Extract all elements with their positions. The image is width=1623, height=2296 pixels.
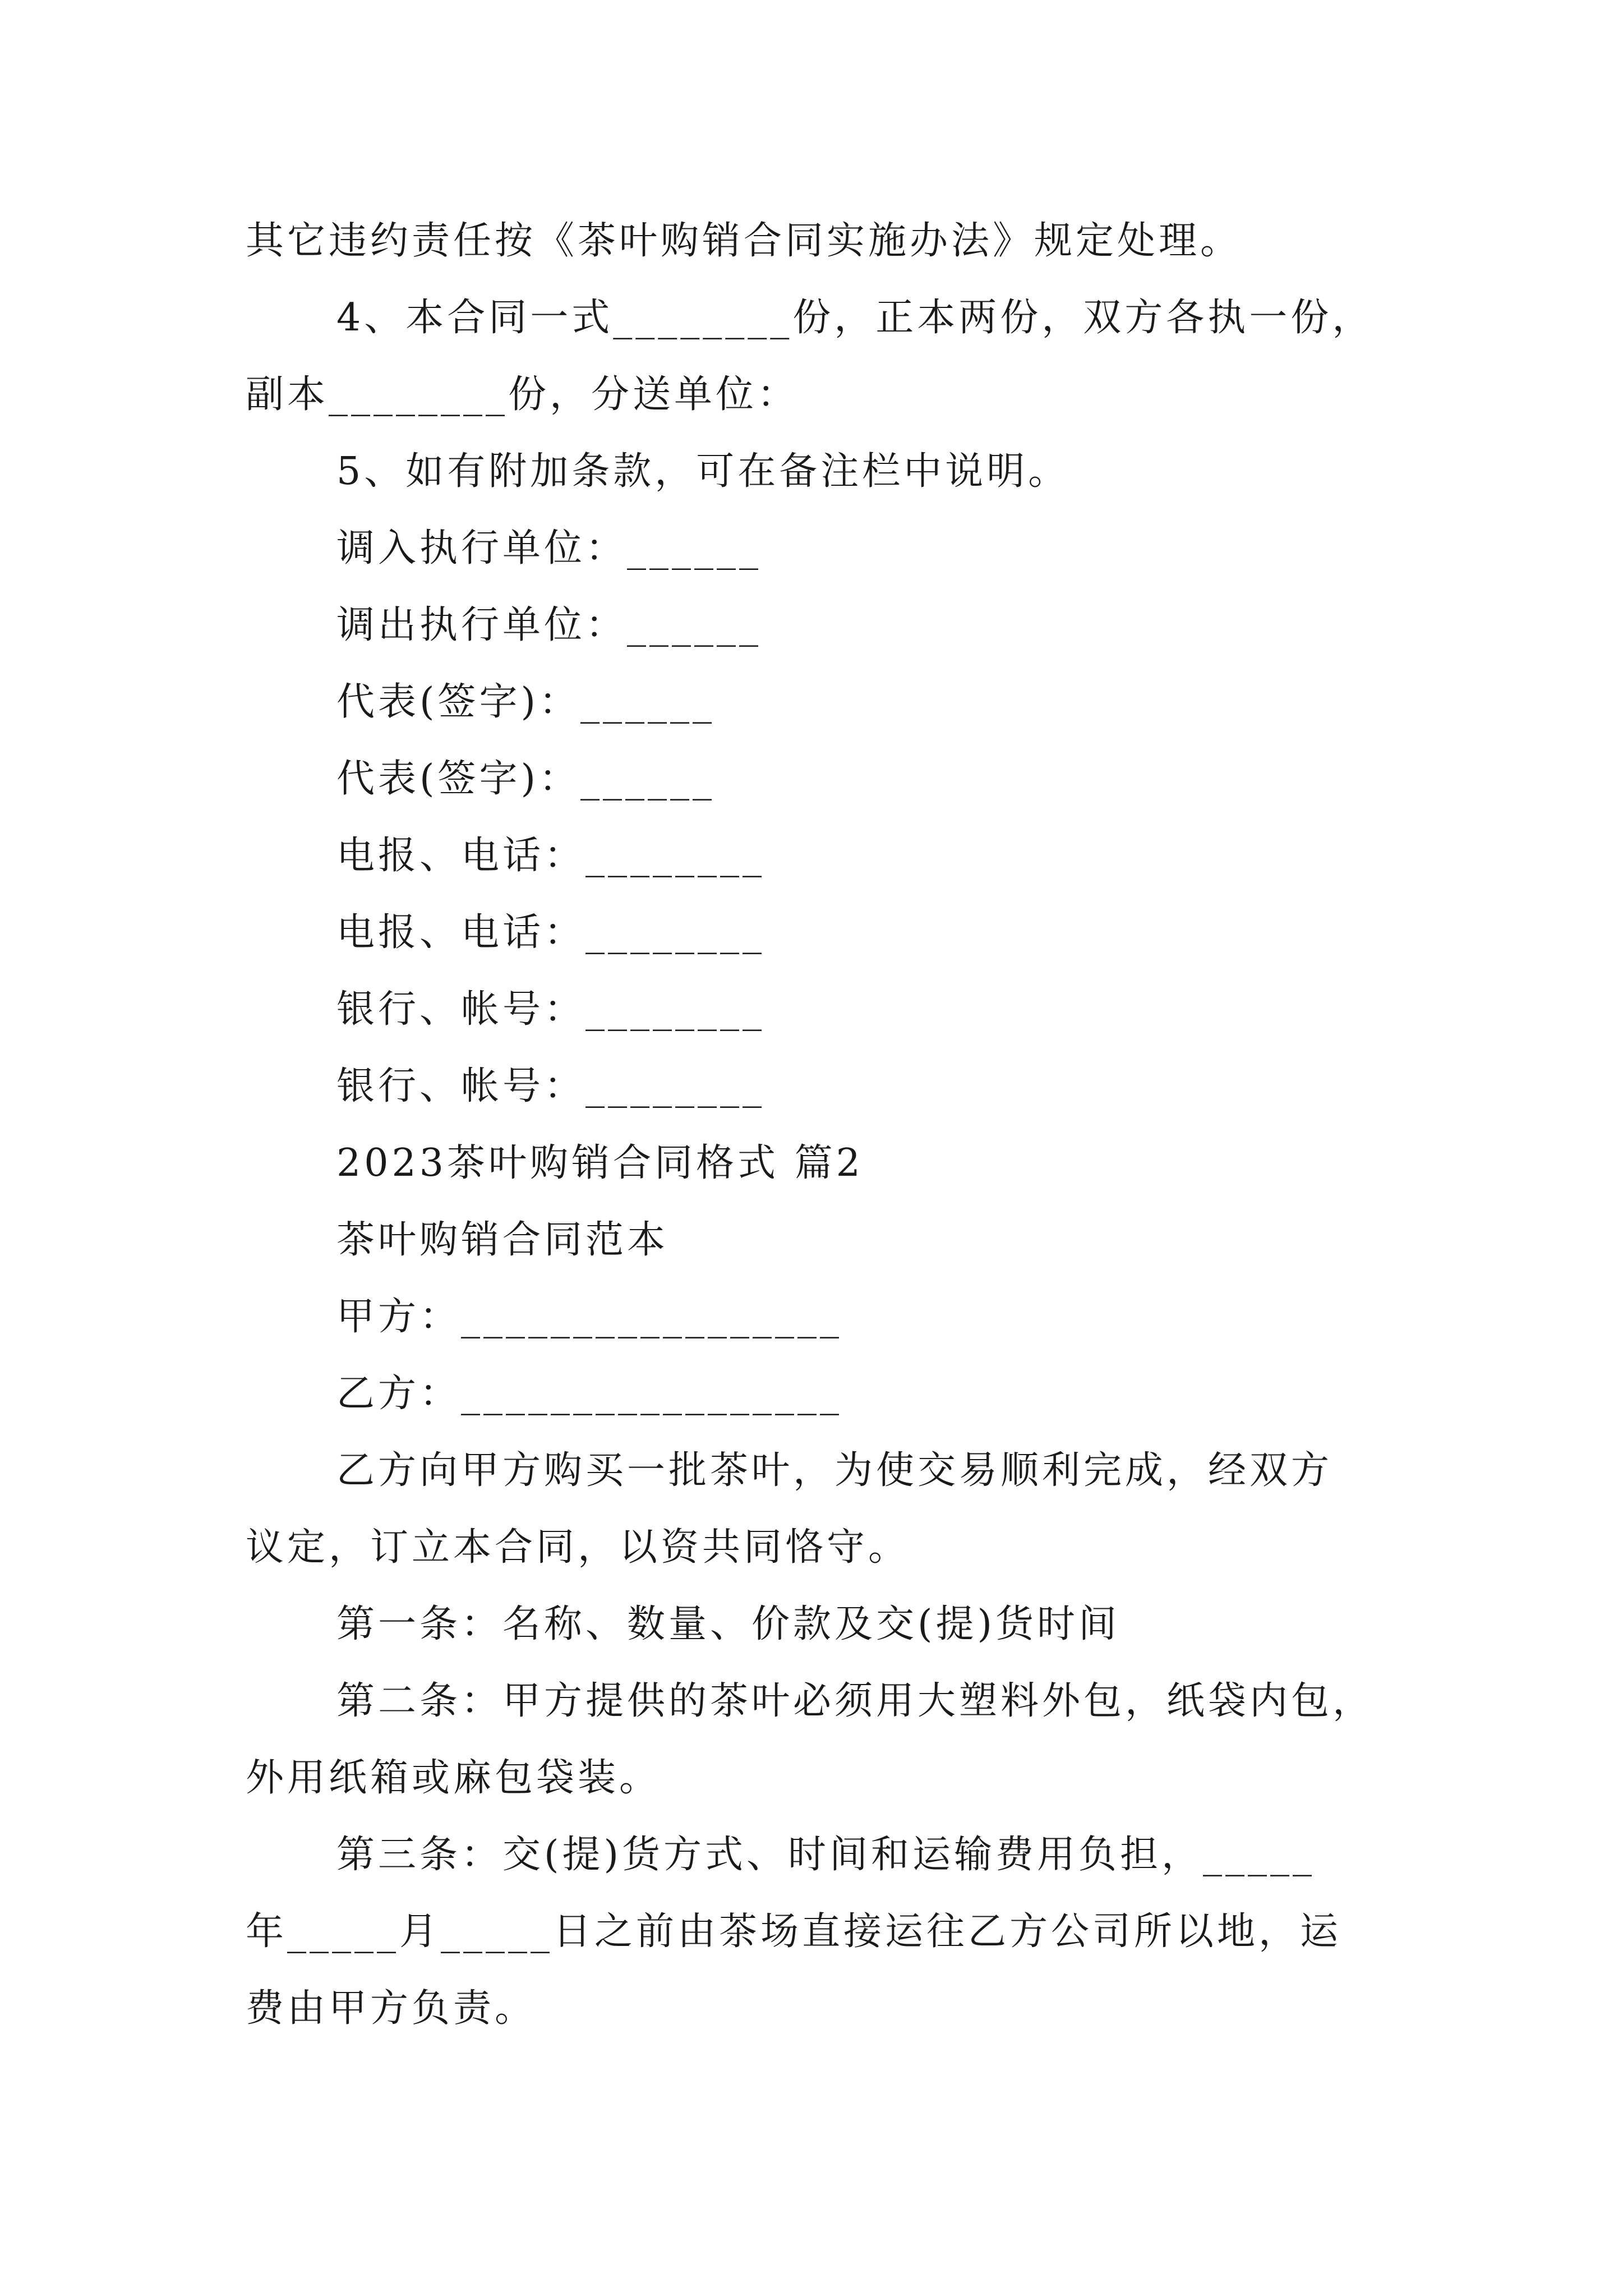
text-line: 第三条：交(提)货方式、时间和运输费用负担，_____ <box>336 1833 1316 1877</box>
party-b-line: 乙方：_________________ <box>336 1372 843 1416</box>
text-line: 乙方向甲方购买一批茶叶，为使交易顺利完成，经双方 <box>336 1448 1333 1493</box>
text-line: 费由甲方负责。 <box>246 1986 537 2031</box>
text-line: 议定，订立本合同，以资共同恪守。 <box>246 1525 910 1570</box>
section-heading: 2023茶叶购销合同格式 篇2 <box>336 1141 864 1185</box>
party-a-line: 甲方：_________________ <box>336 1295 843 1339</box>
text-line: 5、如有附加条款，可在备注栏中说明。 <box>336 449 1070 494</box>
text-line: 调出执行单位：______ <box>336 603 762 647</box>
text-line: 银行、帐号：________ <box>336 1064 766 1108</box>
contract-title: 茶叶购销合同范本 <box>336 1218 669 1262</box>
text-line: 第一条：名称、数量、价款及交(提)货时间 <box>336 1602 1121 1646</box>
text-line: 电报、电话：________ <box>336 834 766 878</box>
text-line: 代表(签字)：______ <box>336 757 716 801</box>
text-line: 外用纸箱或麻包袋装。 <box>246 1756 661 1800</box>
text-line: 调入执行单位：______ <box>336 526 762 570</box>
text-line: 副本________份，分送单位： <box>246 372 799 417</box>
text-line: 4、本合同一式________份，正本两份，双方各执一份， <box>336 296 1374 340</box>
text-line: 年_____月_____日之前由茶场直接运往乙方公司所以地，运 <box>246 1910 1342 1954</box>
text-line: 代表(签字)：______ <box>336 680 716 724</box>
text-line: 电报、电话：________ <box>336 910 766 955</box>
text-line: 第二条：甲方提供的茶叶必须用大塑料外包，纸袋内包， <box>336 1679 1375 1723</box>
text-line: 银行、帐号：________ <box>336 987 766 1032</box>
text-line: 其它违约责任按《茶叶购销合同实施办法》规定处理。 <box>246 219 1242 263</box>
